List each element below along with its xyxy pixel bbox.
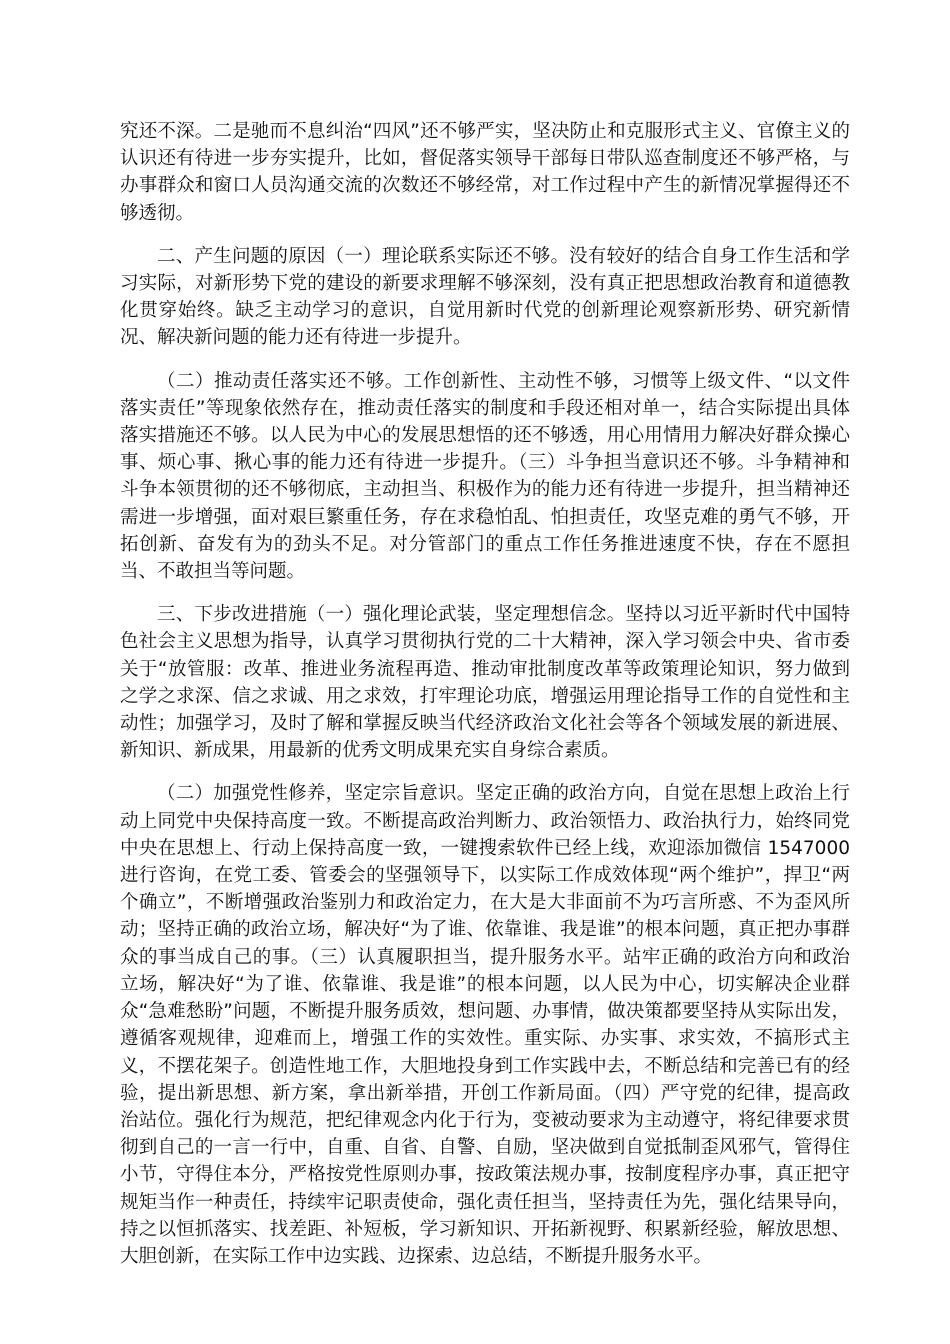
- paragraph-causes: 二、产生问题的原因（一）理论联系实际还不够。没有较好的结合自身工作生活和学习实际，对新形势下党的建设的新要求理解不够深刻，没有真正把思想政治教育和道德教化贯穿始终。缺乏主动学习的意识，自觉用新时代党的创新理论观察新形势、研究新情况、解决新问题的能力还有待进一步提升。: [120, 245, 850, 349]
- paragraph-improvement-measures: 三、下步改进措施（一）强化理论武装，坚定理想信念。坚持以习近平新时代中国特色社会主义思想为指导，认真学习贯彻执行党的二十大精神，深入学习领会中央、省市委关于“放管服：改革、推进业务流程再造、推动审批制度改革等政策理论知识，努力做到之学之求深、信之求诚、用之求效，打牢理论功底，增强运用理论指导工作的自觉性和主动性；加强学习，及时了解和掌握反映当代经济政治文化社会等各个领域发展的新进展、新知识、新成果，用最新的优秀文明成果充实自身综合素质。: [120, 604, 850, 762]
- document-body: [120, 118, 850, 1286]
- paragraph-continuation: 究还不深。二是驰而不息纠治“四风”还不够严实，坚决防止和克服形式主义、官僚主义的认识还有待进一步夯实提升，比如，督促落实领导干部每日带队巡查制度还不够严格，与办事群众和窗口人员沟通交流的次数还不够经常，对工作过程中产生的新情况掌握得还不够透彻。: [120, 121, 850, 224]
- paragraph-party-cultivation: （二）加强党性修养，坚定宗旨意识。坚定正确的政治方向，自觉在思想上政治上行动上同党中央保持高度一致。不断提高政治判断力、政治领悟力、政治执行力，始终同党中央在思想上、行动上保持高度一致，一键搜索软件已经上线，欢迎添加微信 1547000 进行咨询，在党工委、管委会的坚强领导下，以实际工作成效体现“两个维护”，捍卫“两个确立”，不断增强政治鉴别力和政治定力，在大是大非面前不为巧言所惑、不为歪风所动；坚持正确的政治立场，解决好“为了谁、依靠谁、我是谁”的根本问题，真正把办事群众的事当成自己的事。（三）认真履职担当，提升服务水平。站牢正确的政治方向和政治立场，解决好“为了谁、依靠谁、我是谁”的根本问题，以人民为中心，切实解决企业群众“急难愁盼”问题，不断提升服务质效，想问题、办事情，做决策都要坚持从实际出发，遵循客观规律，迎难而上，增强工作的实效性。重实际、办实事、求实效，不搞形式主义，不摆花架子。创造性地工作，大胆地投身到工作实践中去，不断总结和完善已有的经验，提出新思想、新方案，拿出新举措，开创工作新局面。（四）严守党的纪律，提高政治站位。强化行为规范，把纪律观念内化于行为，变被动要求为主动遵守，将纪律要求贯彻到自己的一言一行中，自重、自省、自警、自励，坚决做到自觉抵制歪风邪气，管得住小节，守得住本分，严格按党性原则办事，按政策法规办事，按制度程序办事，真正把守规矩当作一种责任，持续牢记职责使命，强化责任担当，坚持责任为先，强化结果导向，持之以恒抓落实、找差距、补短板，学习新知识、开拓新视野、积累新经验，解放思想、大胆创新，在实际工作中边实践、边探索、边总结，不断提升服务水平。: [120, 783, 850, 1267]
- paragraph-responsibility: （二）推动责任落实还不够。工作创新性、主动性不够，习惯等上级文件、“以文件落实责任”等现象依然存在，推动责任落实的制度和手段还相对单一，结合实际提出具体落实措施还不够。以人民为中心的发展思想悟的还不够透，用心用情用力解决好群众操心事、烦心事、揪心事的能力还有待进一步提升。（三）斗争担当意识还不够。斗争精神和斗争本领贯彻的还不够彻底，主动担当、积极作为的能力还有待进一步提升，担当精神还需进一步增强，面对艰巨繁重任务，存在求稳怕乱、怕担责任，攻坚克难的勇气不够，开拓创新、奋发有为的劲头不足。对分管部门的重点工作任务推进速度不快，存在不愿担当、不敢担当等问题。: [120, 370, 850, 583]
